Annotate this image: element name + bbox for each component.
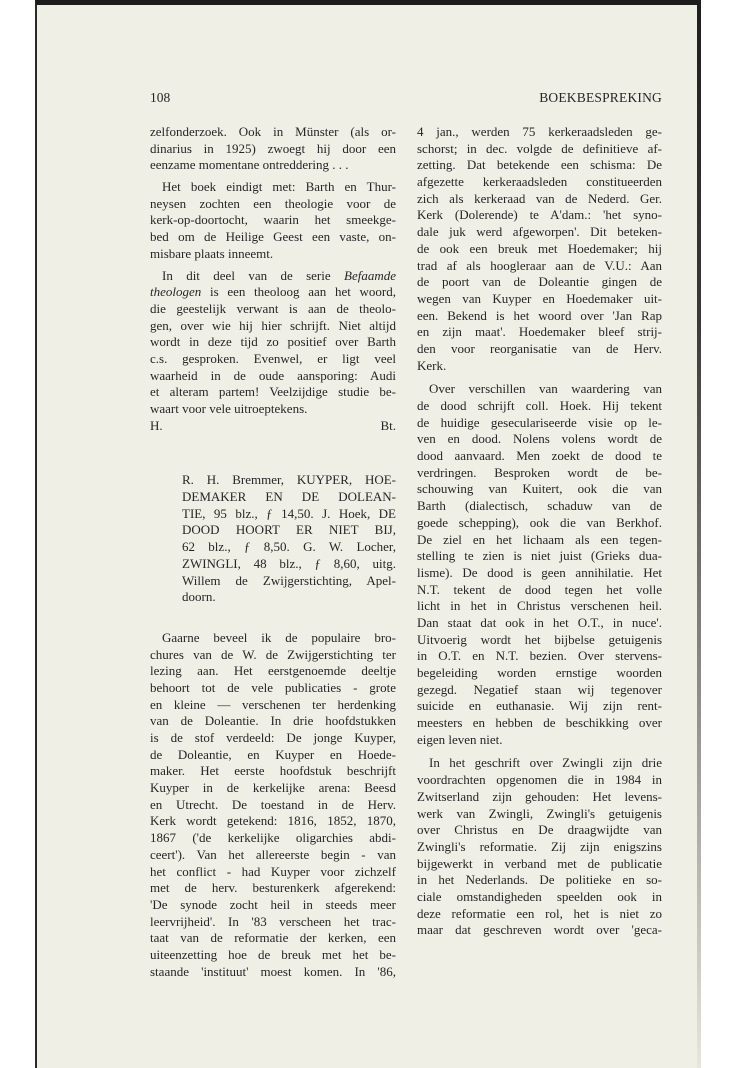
paragraph: [150, 124, 396, 174]
paragraph: [417, 755, 662, 939]
text-line: ZWINGLI, 48 blz., ƒ 8,60, uitg.: [182, 555, 396, 571]
text-line: Dan staat dat ook in het O.T., in nuce'.: [417, 614, 662, 630]
text-line: misbare plaats inneemt.: [150, 245, 274, 261]
text-line: stelling te zien is niet juist (Grieks dua-: [417, 548, 662, 564]
text-line: R. H. Bremmer, KUYPER, HOE-: [182, 472, 396, 488]
text-line: 62 blz., ƒ 8,50. G. W. Locher,: [182, 539, 396, 555]
text-line: DEMAKER EN DE DOLEAN-: [182, 489, 396, 505]
text-line: Barth (dialectisch, schaduw van de: [417, 498, 662, 514]
text-line: c.s. gesproken. Evenwel, er ligt veel: [150, 350, 396, 366]
right-column: [417, 124, 662, 939]
book-citation: [182, 472, 396, 606]
text-line: verdringen. Besproken wordt de be-: [417, 464, 662, 480]
section-title: BOEKBESPREKING: [539, 90, 662, 105]
text-line: ceert'). Van het allereerste begin - van: [150, 846, 396, 862]
text-line: van de Doleantie. In drie hoofdstukken: [150, 713, 396, 729]
text-line: chures van de W. de Zwijgerstichting ter: [150, 646, 396, 662]
text-line: schouwing van Kuitert, ook die van: [417, 481, 662, 497]
text-line: gezegd. Negatief staan wij tegenover: [417, 681, 662, 697]
text-line: schorst; in dec. volgde de definitieve af-: [417, 140, 662, 156]
text-line: behoort tot de vele publicaties - grote: [150, 679, 396, 695]
text-line: gen, over wie hij hier schrijft. Niet altijd: [150, 317, 396, 333]
text-line: lisme). De dood is geen annihilatie. Het: [417, 564, 662, 580]
text-line: met de herv. besturenkerk afgerekend:: [150, 880, 396, 896]
text-line: suicide en euthanasie. Wij zijn rent-: [417, 698, 662, 714]
text-line: voordrachten opgenomen die in 1984 in: [417, 772, 662, 788]
text-line: dale juk werd afgeworpen'. Dit beteken-: [417, 224, 662, 240]
text-line: werk van Zwingli, Zwingli's getuigenis: [417, 805, 662, 821]
text-line: het conflict - had Kuyper voor zichzelf: [150, 863, 396, 879]
signature-initials-left: H.: [150, 417, 163, 433]
text-line: Kerk.: [417, 357, 447, 373]
paragraph: [417, 124, 662, 374]
text-line: 4 jan., werden 75 kerkeraadsleden ge-: [417, 124, 662, 139]
text-line: waart voor vele uitroeptekens.: [150, 401, 308, 416]
text-line: zetting. Dat betekende een schisma: De: [417, 157, 662, 173]
text-line: [150, 268, 396, 285]
text-line: de poort van de Doleantie gingen de: [417, 274, 662, 290]
text-line: zelfonderzoek. Ook in Münster (als or-: [150, 124, 396, 139]
paragraph: [150, 179, 396, 262]
text-line: maar dat geschreven wordt over 'geca-: [417, 922, 662, 938]
text-line: bed om de Heilige Geest een vaste, on-: [150, 229, 396, 245]
text-line: uiteenzetting hoe de breuk met het be-: [150, 946, 396, 962]
review-signature: [150, 418, 396, 435]
text-line: dood aanvaard. Men zoekt de dood te: [417, 448, 662, 464]
text-line: [150, 284, 396, 301]
text-line: is de stof verdeeld: De jonge Kuyper,: [150, 730, 396, 745]
text-line: afgezette kerkeraadsleden constitueerden: [417, 174, 662, 190]
text-line: begeleiding worden ernstige woorden: [417, 665, 662, 680]
paragraph: [150, 268, 396, 418]
text-line: en zijn maat'. Hoedemaker bleef strij-: [417, 324, 662, 340]
text-line: maker. Het eerste hoofdstuk beschrijft: [150, 763, 396, 779]
text-line: Zwingli's reformatie. Zij zijn enigszins: [417, 838, 662, 854]
text-line: dinarius in 1925) zwoegt hij door een: [150, 140, 396, 156]
text-segment: In dit deel van de serie: [162, 267, 345, 283]
page-edge-shadow: [697, 0, 701, 1068]
text-line: en kleine — verschenen ter herdenking: [150, 696, 396, 712]
text-line: Het boek eindigt met: Barth en Thur-: [162, 179, 396, 195]
text-line: Willem de Zwijgerstichting, Apel-: [182, 572, 396, 588]
text-line: 'De synode zocht heil in steeds meer: [150, 896, 396, 912]
text-line: eenzame momentane ontreddering . . .: [150, 157, 349, 173]
text-line: taat van de reformatie der kerken, een: [150, 930, 396, 946]
text-line: doorn.: [182, 589, 216, 605]
text-line: over Christus en De draagwijdte van: [417, 822, 662, 838]
page-number: 108: [150, 90, 171, 105]
text-line: kerk-op-doortocht, waarin het smeekge-: [150, 212, 396, 228]
signature-initials-right: Bt.: [380, 417, 396, 433]
text-line: de ook een breuk met Hoedemaker; hij: [417, 240, 662, 256]
text-line: neysen zochten een theologie voor de: [150, 195, 396, 211]
text-line: de Doleantie, en Kuyper en Hoede-: [150, 746, 396, 762]
text-line: staande 'instituut' moest komen. In '86,: [150, 963, 396, 979]
text-line: wegen van Kuyper en Hoedemaker uit-: [417, 290, 662, 306]
text-line: Gaarne beveel ik de populaire bro-: [162, 629, 396, 645]
text-line: in O.T. en N.T. bezien. Over stervens-: [417, 648, 662, 664]
text-line: leervrijheid'. In '83 verscheen het trac-: [150, 913, 396, 929]
text-line: en Utrecht. De toestand in de Herv.: [150, 796, 396, 812]
text-line: Kerk wordt getekend: 1816, 1852, 1870,: [150, 813, 396, 829]
text-line: licht in het in Christus verschenen heil.: [417, 598, 662, 614]
text-line: de dood schrijft coll. Hoek. Hij tekent: [417, 398, 662, 413]
text-line: lezing aan. Het eerstgenoemde deeltje: [150, 663, 396, 679]
text-line: In het geschrift over Zwingli zijn drie: [429, 755, 662, 771]
text-line: trad af als hoogleraar aan de V.U.: Aan: [417, 257, 662, 273]
text-line: waarheid in de oude aansporing: Audi: [150, 367, 396, 383]
italic-title-text: theologen: [150, 284, 202, 300]
text-line: 1867 ('de kerkelijke oligarchies abdi-: [150, 830, 396, 846]
text-line: Uitvoerig wordt het bijbelse getuigenis: [417, 631, 662, 647]
text-line: DOOD HOORT ER NIET BIJ,: [182, 522, 396, 538]
text-line: wordt in deze tijd zo positief over Barth: [150, 334, 396, 350]
text-line: De ziel en het lichaam als een tegen-: [417, 531, 662, 547]
left-column: [150, 124, 396, 980]
text-line: ciale omstandigheden speelden ook in: [417, 888, 662, 904]
text-line: TIE, 95 blz., ƒ 14,50. J. Hoek, DE: [182, 505, 396, 521]
paragraph: [150, 630, 396, 980]
text-line: zich als kerkeraad van de Nederd. Ger.: [417, 190, 662, 206]
text-line: den voor reorganisatie van de Herv.: [417, 340, 662, 356]
text-line: N.T. tekent de dood tegen het volle: [417, 581, 662, 597]
text-line: bijgewerkt in verband met de publicatie: [417, 855, 662, 871]
text-line: eigen leven niet.: [417, 731, 503, 747]
text-line: Zwitserland zijn gehouden: Het levens-: [417, 788, 662, 804]
text-line: Kuyper in de kerkelijke arena: Beesd: [150, 780, 396, 796]
text-line: een. Bekend is het woord over 'Jan Rap: [417, 307, 662, 323]
text-line: die geestelijk verwant is aan de theolo-: [150, 300, 396, 316]
text-line: Over verschillen van waardering van: [429, 381, 662, 397]
text-line: ven en dood. Nolens volens wordt de: [417, 431, 662, 447]
paragraph: [417, 381, 662, 748]
text-line: goede schepping), ook die van Berkhof.: [417, 514, 662, 530]
text-line: in het Nederlands. De politieke en so-: [417, 872, 662, 888]
text-line: meesters en hebben de beschikking over: [417, 715, 662, 731]
text-line: et alteram partem! Veelzijdige studie be-: [150, 384, 396, 400]
text-segment: is een theoloog aan het woord,: [201, 284, 396, 300]
text-line: de huidige geseculariseerde visie op le-: [417, 414, 662, 430]
italic-title-text: Befaamde: [344, 267, 396, 283]
text-line: Kerk (Dolerende) te A'dam.: 'het syno-: [417, 207, 662, 223]
text-line: deze reformatie een rol, het is niet zo: [417, 905, 662, 921]
